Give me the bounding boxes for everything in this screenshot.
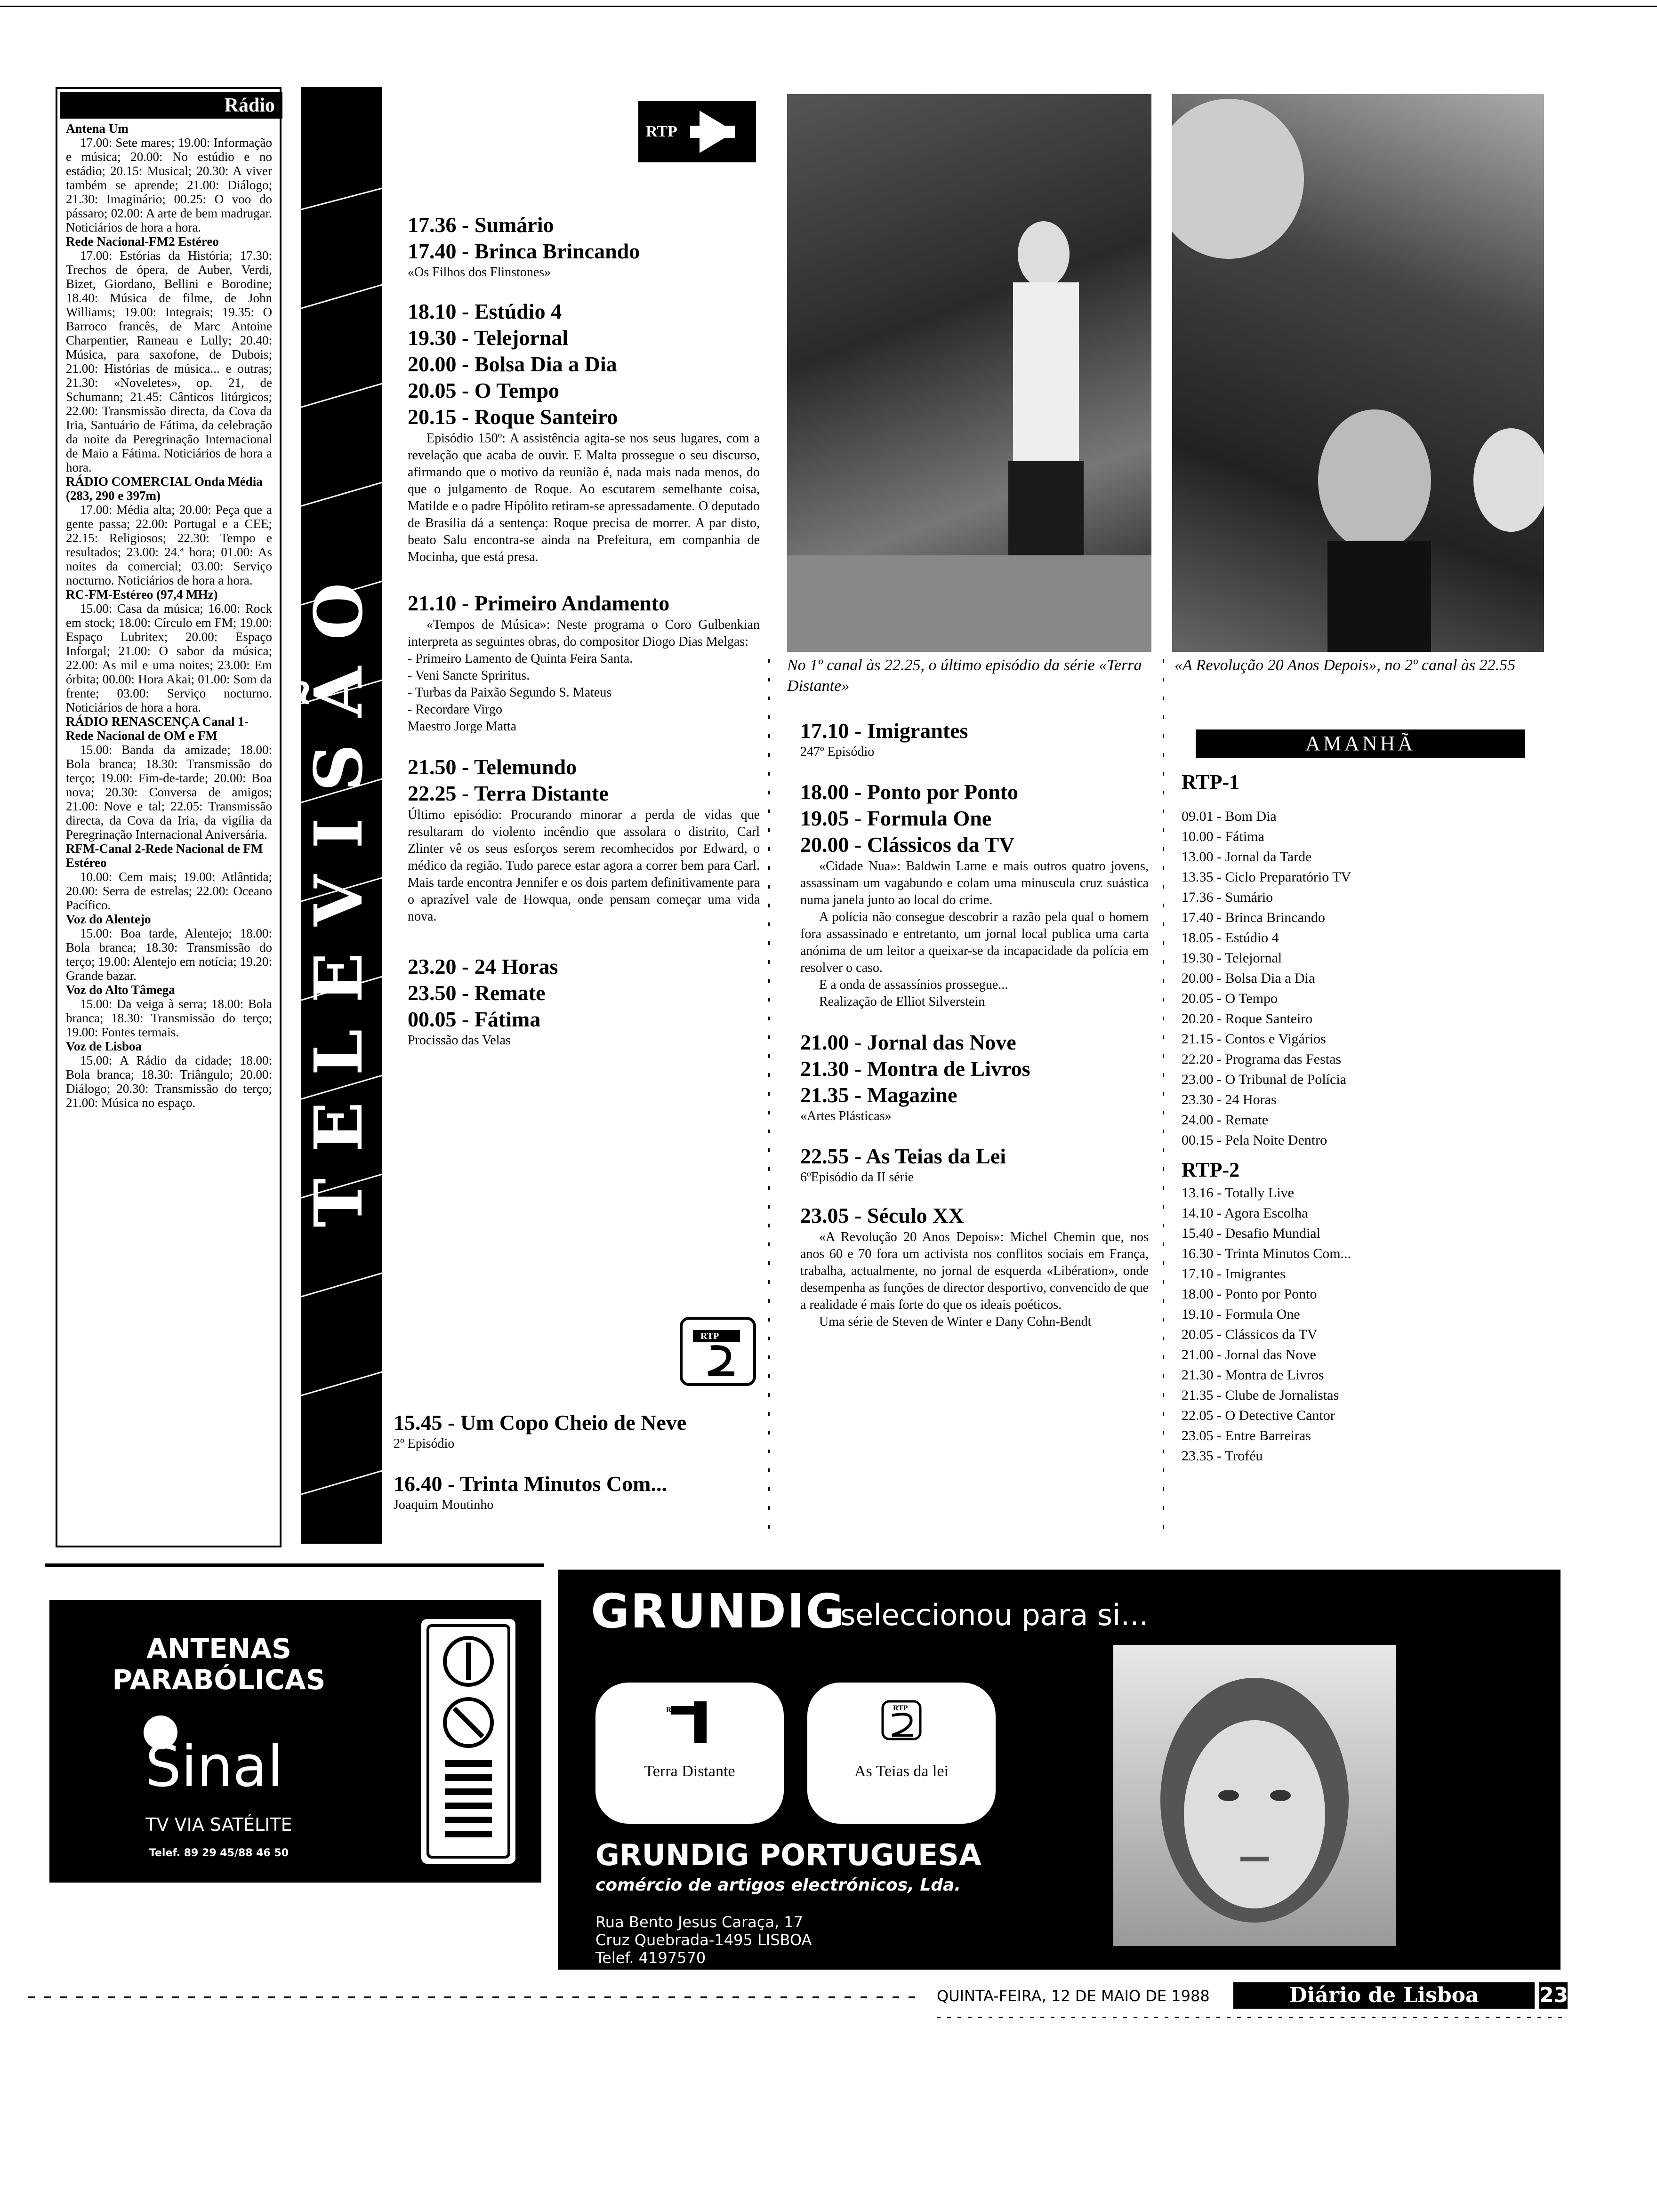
radio-station-schedule: 15.00: Casa da música; 16.00: Rock em stock; 18.00: Círculo em FM; 19.00: Espaço Lubritex; 20.00: Espaço Inforgal; 21.00: O sabor da música; 22.00: As mil e uma noites; 23.00: Em órbita; 00.00: Hora Akai; 01.00: Som da frente; 03.00: Serviço nocturno. Noticiários de hora a hora. bbox=[66, 601, 272, 714]
radio-station-schedule: 17.00: Sete mares; 19.00: Informação e música; 20.00: No estúdio e no estádio; 20.15: Musical; 20.30: A viver também se aprende; 21.00: Diálogo; 21.30: Imaginário; 00.25: O voo do pássaro; 02.00: A arte de bem madrugar. Noticiários de hora a hora. bbox=[66, 136, 272, 234]
radio-station-name: Voz do Alto Tâmega bbox=[66, 983, 175, 997]
program-description: Uma série de Steven de Winter e Dany Cohn-Bendt bbox=[819, 1314, 1092, 1329]
tomorrow-program: 17.10 - Imigrantes bbox=[1182, 1266, 1286, 1282]
revolucao-photo bbox=[1172, 94, 1544, 652]
newspaper-nameplate: Diário de Lisboa bbox=[1233, 1982, 1535, 2009]
tomorrow-program: 24.00 - Remate bbox=[1182, 1112, 1269, 1128]
program-note: «Artes Plásticas» bbox=[800, 1109, 892, 1123]
radio-station-schedule: 15.00: Banda da amizade; 18.00: Bola branca; 18.30: Transmissão do terço; 19.00: Fim-de-tarde; 20.00: Boa nova; 20.30: Conversa de amigos; 21.00: Nove e tal; 22.05: Transmissão directa, da Cova da Iria, da vigília da Peregrinação Internacional Aniversária. bbox=[66, 743, 272, 842]
tomorrow-program: 17.36 - Sumário bbox=[1182, 890, 1273, 905]
tomorrow-program: 20.05 - O Tempo bbox=[1182, 991, 1278, 1006]
tomorrow-program: 15.40 - Desafio Mundial bbox=[1182, 1226, 1320, 1241]
column-separator bbox=[768, 659, 770, 1534]
rtp2-heading: RTP-2 bbox=[1182, 1158, 1240, 1181]
rtp1-channel-logo: RTP bbox=[666, 1706, 681, 1714]
program: 18.00 - Ponto por Ponto bbox=[800, 780, 1018, 804]
receiver-knobs-icon bbox=[421, 1619, 515, 1864]
tomorrow-program: 13.35 - Ciclo Preparatório TV bbox=[1182, 869, 1351, 885]
footer-dashed-rule bbox=[28, 1996, 923, 1998]
footer-dotted-rule bbox=[937, 2017, 1568, 2018]
program-description: «Cidade Nua»: Baldwin Larne e mais outros quatro jovens, assassinam um vagabundo e colam uma minuscula cruz suástica numa janela junto ao local do crime. bbox=[800, 859, 1149, 907]
program-description: «Tempos de Música»: Neste programa o Coro Gulbenkian interpreta as seguintes obras, do compositor Diogo Dias Melgas: bbox=[408, 617, 760, 649]
program-note: 2º Episódio bbox=[394, 1436, 455, 1451]
address-line: Cruz Quebrada-1495 LISBOA bbox=[595, 1931, 812, 1949]
portrait-illustration bbox=[1113, 1645, 1396, 1946]
program-note: 247º Episódio bbox=[800, 745, 875, 759]
program: 23.05 - Século XX bbox=[800, 1203, 964, 1227]
tomorrow-program: 22.20 - Programa das Festas bbox=[1182, 1051, 1342, 1067]
radio-listing bbox=[66, 121, 272, 1110]
radio-station-name: RFM-Canal 2-Rede Nacional de FM Estéreo bbox=[66, 842, 263, 870]
radio-station-schedule: 15.00: Da veiga à serra; 18.00: Bola branca; 18.30: Transmissão do terço; 19.00: Fontes termais. bbox=[66, 997, 272, 1039]
radio-station-name: Voz de Lisboa bbox=[66, 1039, 142, 1053]
tomorrow-program: 23.30 - 24 Horas bbox=[1182, 1092, 1277, 1107]
radio-station-name: Rede Nacional-FM2 Estéreo bbox=[66, 234, 219, 248]
program: 21.00 - Jornal das Nove bbox=[800, 1030, 1016, 1054]
radio-station-schedule: 15.00: A Rádio da cidade; 18.00: Bola branca; 18.30: Triângulo; 20.00: Diálogo; 20.30: Transmissão do terço; 21.00: Música no espaço. bbox=[66, 1053, 272, 1110]
amanha-header: AMANHÃ bbox=[1196, 729, 1525, 758]
work-item: - Turbas da Paixão Segundo S. Mateus bbox=[408, 685, 612, 700]
tv-screen-rtp2 bbox=[807, 1683, 996, 1824]
program: 17.40 - Brinca Brincando bbox=[408, 239, 640, 263]
television-vertical-title: TELEVISÃO bbox=[300, 556, 378, 1227]
radio-station-name: RÁDIO RENASCENÇA Canal 1-Rede Nacional de OM e FM bbox=[66, 714, 249, 743]
grundig-address bbox=[595, 1913, 812, 1967]
program-note: «Os Filhos dos Flinstones» bbox=[408, 265, 551, 280]
program: 18.10 - Estúdio 4 bbox=[408, 299, 562, 323]
terra-distante-photo bbox=[787, 94, 1151, 652]
grundig-company-sub: comércio de artigos electrónicos, Lda. bbox=[595, 1875, 961, 1895]
sinal-tagline: TV VIA SATÉLITE bbox=[145, 1814, 292, 1835]
program: 17.36 - Sumário bbox=[408, 213, 554, 237]
work-item: - Primeiro Lamento de Quinta Feira Santa. bbox=[408, 651, 633, 666]
tomorrow-program: 17.40 - Brinca Brincando bbox=[1182, 910, 1325, 925]
tomorrow-program: 21.35 - Clube de Jornalistas bbox=[1182, 1387, 1339, 1403]
radio-header: Rádio bbox=[60, 92, 282, 119]
program: 23.50 - Remate bbox=[408, 981, 546, 1005]
top-rule bbox=[0, 6, 1657, 7]
program-note: Joaquim Moutinho bbox=[394, 1498, 494, 1512]
rtp2-logo-text: RTP bbox=[700, 1331, 719, 1341]
program: 21.35 - Magazine bbox=[800, 1083, 957, 1107]
work-item: - Veni Sancte Spriritus. bbox=[408, 668, 530, 683]
sinal-brand: Sinal bbox=[145, 1734, 283, 1800]
program: 22.25 - Terra Distante bbox=[408, 781, 609, 805]
rtp2-channel-logo: RTP bbox=[893, 1704, 908, 1712]
tv1-label: Terra Distante bbox=[644, 1763, 735, 1780]
tomorrow-program: 00.15 - Pela Noite Dentro bbox=[1182, 1132, 1327, 1148]
program-description: Último episódio: Procurando minorar a perda de vidas que resultaram do violento incêndio que assolara o distrito, Carl Zlinter vê os seus esforços serem recomhecidos por Edward, o médico da região. Tudo parece estar agora a correr bem para Carl. Mais tarde encontra Jennifer e os dois partem definitivamente para o aprazível vale de Howqua, onde pensam começar uma vida nova. bbox=[408, 808, 760, 924]
rtp1-logo bbox=[638, 101, 756, 162]
radio-station-schedule: 10.00: Cem mais; 19.00: Atlântida; 20.00: Serra de estrelas; 22.00: Oceano Pacífico. bbox=[66, 870, 272, 912]
program: 19.05 - Formula One bbox=[800, 806, 992, 830]
program: 22.55 - As Teias da Lei bbox=[800, 1144, 1006, 1168]
tomorrow-program: 19.10 - Formula One bbox=[1182, 1306, 1300, 1322]
rtp2-evening-listing bbox=[800, 718, 1149, 1330]
program: 17.10 - Imigrantes bbox=[800, 719, 968, 743]
program: 15.45 - Um Copo Cheio de Neve bbox=[394, 1411, 687, 1435]
program-works-list bbox=[408, 650, 760, 735]
tomorrow-program: 16.30 - Trinta Minutos Com... bbox=[1182, 1246, 1351, 1261]
program: 20.00 - Clássicos da TV bbox=[800, 833, 1015, 857]
address-line: Telef. 4197570 bbox=[595, 1949, 706, 1967]
program: 21.30 - Montra de Livros bbox=[800, 1057, 1030, 1081]
tv-receiver-illustration bbox=[421, 1619, 515, 1864]
sinal-ad bbox=[49, 1600, 541, 1883]
program: 20.00 - Bolsa Dia a Dia bbox=[408, 352, 617, 376]
sinal-phone: Telef. 89 29 45/88 46 50 bbox=[149, 1847, 289, 1859]
tomorrow-program: 23.35 - Troféu bbox=[1182, 1448, 1263, 1464]
grundig-brand: GRUNDIG bbox=[591, 1584, 845, 1639]
tomorrow-program: 13.16 - Totally Live bbox=[1182, 1185, 1294, 1201]
tv2-label: As Teias da lei bbox=[854, 1763, 949, 1780]
man-figure-illustration bbox=[787, 94, 1151, 652]
work-item: Maestro Jorge Matta bbox=[408, 719, 517, 734]
tomorrow-program: 14.10 - Agora Escolha bbox=[1182, 1205, 1308, 1221]
tomorrow-program: 19.30 - Telejornal bbox=[1182, 950, 1282, 966]
program: 20.05 - O Tempo bbox=[408, 378, 560, 402]
program: 21.10 - Primeiro Andamento bbox=[408, 591, 670, 615]
page-number: 23 bbox=[1539, 1982, 1568, 2009]
column-separator bbox=[1163, 659, 1164, 1534]
program: 20.15 - Roque Santeiro bbox=[408, 405, 618, 429]
program-note: Procissão das Velas bbox=[408, 1033, 511, 1048]
sinal-ad-line1: ANTENAS bbox=[146, 1633, 291, 1665]
sinal-ad-line2: PARABÓLICAS bbox=[112, 1664, 326, 1696]
tomorrow-program: 10.00 - Fátima bbox=[1182, 829, 1264, 844]
rtp1-channel-icon bbox=[595, 1683, 784, 1824]
tomorrow-program: 23.05 - Entre Barreiras bbox=[1182, 1428, 1311, 1443]
program-description: «A Revolução 20 Anos Depois»: Michel Chemin que, nos anos 60 e 70 fora um activista nos conflitos sociais em França, trabalha, actualmente, no jornal de esquerda «Libération», onde desempenha as funções de director desportivo, convencido de que a realidade é mais forte do que os ideais poéticos. bbox=[800, 1230, 1149, 1312]
tomorrow-program: 20.20 - Roque Santeiro bbox=[1182, 1011, 1313, 1026]
program: 23.20 - 24 Horas bbox=[408, 954, 558, 978]
radio-station-name: RC-FM-Estéreo (97,4 MHz) bbox=[66, 587, 218, 601]
program: 00.05 - Fátima bbox=[408, 1007, 541, 1031]
tomorrow-program: 21.30 - Montra de Livros bbox=[1182, 1367, 1324, 1383]
program: 21.50 - Telemundo bbox=[408, 755, 577, 779]
program-description: A polícia não consegue descobrir a razão pela qual o homem fora assassinado e entretanto, um jornal local publica uma carta anónima de um leitor a queixar-se da incapacidade da polícia em resolver o caso. bbox=[800, 910, 1149, 975]
grundig-company: GRUNDIG PORTUGUESA bbox=[595, 1838, 981, 1872]
tomorrow-program: 22.05 - O Detective Cantor bbox=[1182, 1408, 1335, 1423]
photo-caption: «A Revolução 20 Anos Depois», no 2º canal às 22.55 bbox=[1174, 657, 1516, 674]
woman-portrait-photo bbox=[1113, 1645, 1396, 1946]
rtp2-logo-icon bbox=[683, 1320, 753, 1383]
rtp1-heading: RTP-1 bbox=[1182, 770, 1240, 793]
program: 19.30 - Telejornal bbox=[408, 326, 569, 350]
tomorrow-program: 20.00 - Bolsa Dia a Dia bbox=[1182, 970, 1315, 986]
program: 16.40 - Trinta Minutos Com... bbox=[394, 1472, 667, 1496]
grundig-headline: seleccionou para si... bbox=[840, 1598, 1149, 1632]
television-band bbox=[301, 87, 382, 1544]
rtp1-tomorrow-list bbox=[1182, 806, 1539, 1150]
radio-station-name: Voz do Alentejo bbox=[66, 912, 151, 926]
rtp2-logo bbox=[680, 1317, 756, 1386]
photo-caption: No 1º canal às 22.25, o último episódio da série «Terra Distante» bbox=[787, 657, 1142, 695]
program-description: Realização de Elliot Silverstein bbox=[819, 994, 985, 1009]
tomorrow-program: 23.00 - O Tribunal de Polícia bbox=[1182, 1072, 1346, 1087]
tomorrow-program: 21.15 - Contos e Vigários bbox=[1182, 1031, 1326, 1047]
radio-station-name: RÁDIO COMERCIAL Onda Média (283, 290 e 397m) bbox=[66, 474, 263, 503]
radio-station-schedule: 15.00: Boa tarde, Alentejo; 18.00: Bola branca; 18.30: Transmissão do terço; 19.00: Alentejo em notícia; 19.20: Grande bazar. bbox=[66, 926, 272, 983]
rtp1-evening-listing bbox=[408, 212, 760, 1049]
rtp1-logo-text: RTP bbox=[646, 123, 677, 140]
tomorrow-program: 18.00 - Ponto por Ponto bbox=[1182, 1286, 1317, 1302]
address-line: Rua Bento Jesus Caraça, 17 bbox=[595, 1913, 803, 1931]
radio-station-schedule: 17.00: Média alta; 20.00: Peça que a gente passa; 22.00: Portugal e a CEE; 22.15: Religiosos; 22.30: Tempo e resultados; 23.00: 24.ª hora; 01.00: As noites da comercial; 03.00: Serviço nocturno. Noticiários de hora a hora. bbox=[66, 503, 272, 587]
tomorrow-program: 20.05 - Clássicos da TV bbox=[1182, 1327, 1318, 1342]
rtp2-tomorrow-list bbox=[1182, 1183, 1539, 1466]
tomorrow-program: 21.00 - Jornal das Nove bbox=[1182, 1347, 1316, 1362]
tomorrow-program: 18.05 - Estúdio 4 bbox=[1182, 930, 1279, 946]
people-illustration bbox=[1172, 94, 1544, 652]
radio-station-schedule: 17.00: Estórias da História; 17.30: Trechos de ópera, de Auber, Verdi, Bizet, Giordano, Bellini e Borodine; 18.40: Música de filme, de John Williams; 19.00: Integrais; 19.35: O Barroco francês, de Marc Antoine Charpentier, Rameau e Lully; 20.40: Música, para saxofone, de Dubois; 21.00: Histórias de música... e outras; 21.30: «Noveletes», op. 21, de Schumann; 21.45: Cânticos litúrgicos; 22.00: Transmissão directa, da Cova da Iria, Santuário de Fátima, da celebração da noite da Peregrinação Internacional de Maio a Fátima. Noticiários de hora a hora. bbox=[66, 248, 272, 474]
program-description: Episódio 150º: A assistência agita-se nos seus lugares, com a revelação que acaba de ouvir. E Malta prossegue o seu discurso, afirmando que o motivo da reunião é, nada mais nada menos, do que o julgamento de Roque. Ao escutarem semelhante coisa, Matilde e o padre Hipólito retiram-se apressadamente. O deputado de Brasília dá a sentença: Roque precisa de morrer. A par disto, beato Salu encontra-se ainda na Prefeitura, em companhia de Mocinha, que está presa. bbox=[408, 431, 760, 564]
tomorrow-program: 13.00 - Jornal da Tarde bbox=[1182, 849, 1312, 865]
tomorrow-program: 09.01 - Bom Dia bbox=[1182, 809, 1277, 824]
tomorrow-listing bbox=[1182, 772, 1539, 1466]
rtp2-channel-icon bbox=[807, 1683, 996, 1824]
grundig-ad bbox=[558, 1570, 1560, 1970]
radio-station-name: Antena Um bbox=[66, 121, 129, 136]
program-note: 6ºEpisódio da II série bbox=[800, 1170, 914, 1185]
footer-date: QUINTA-FEIRA, 12 DE MAIO DE 1988 bbox=[937, 1987, 1210, 2005]
ad-top-rule bbox=[45, 1563, 544, 1567]
rtp2-afternoon-listing bbox=[394, 1410, 761, 1513]
program-description: E a onda de assassínios prossegue... bbox=[819, 978, 1008, 992]
work-item: - Recordare Virgo bbox=[408, 702, 502, 717]
tv-screen-rtp1 bbox=[595, 1683, 784, 1824]
